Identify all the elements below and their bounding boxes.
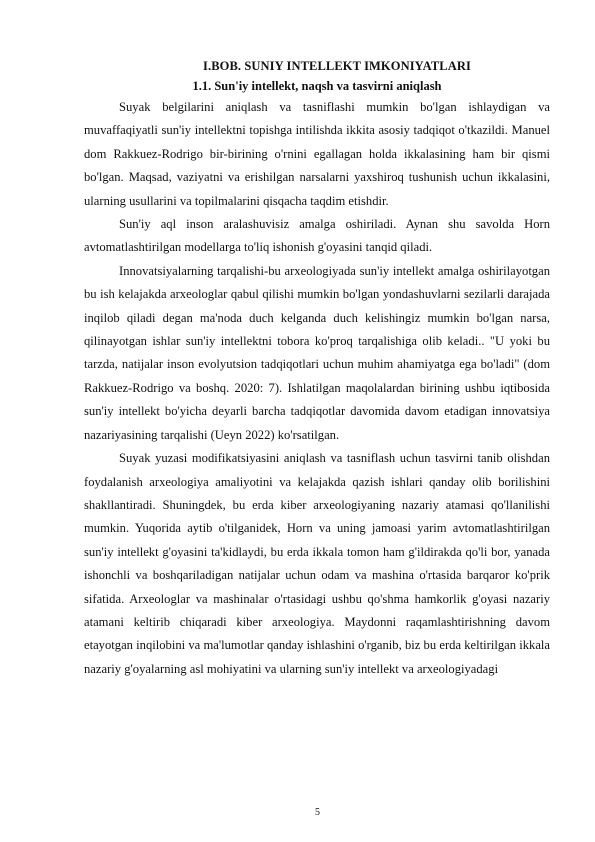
page-number: 5 — [315, 807, 320, 818]
section-title: 1.1. Sun'iy intellekt, naqsh va tasvirni aniqlash — [192, 79, 442, 93]
paragraph-2: Sun'iy aql inson aralashuvisiz amalga oshiriladi. Aynan shu savolda Horn avtomatlashtirilgan modellarga to'liq ishonish g'oyasini tanqid qiladi. — [84, 217, 550, 255]
paragraph-4: Suyak yuzasi modifikatsiyasini aniqlash va tasniflash uchun tasvirni tanib olishdan foydalanish arxeologiya amaliyotini va kelajakda qazish ishlari qanday olib borilishini shakllantiradi. Shuningdek, bu erda kiber arxeologiyaning nazariy atamasi qo'llanilishi mumkin. Yuqorida aytib o'tilganidek, Horn va uning jamoasi yarim avtomatlashtirilgan sun'iy intellekt g'oyasini ta'kidlaydi, bu erda ikkala tomon ham g'ildirakda qo'li bor, yanada ishonchli va boshqariladigan natijalar uchun odam va mashina o'rtasida barqaror ko'prik sifatida. Arxeologlar va mashinalar o'rtasidagi ushbu qo'shma hamkorlik g'oyasi nazariy atamani keltirib chiqaradi kiber arxeologiya. Maydonni raqamlashtirishning davom etayotgan inqilobini va ma'lumotlar qanday ishlashini o'rganib, biz bu erda keltirilgan ikkala nazariy g'oyalarning asl mohiyatini va ularning sun'iy intellekt va arxeologiyadagi — [84, 451, 550, 676]
page-body — [84, 57, 550, 681]
paragraph-3: Innovatsiyalarning tarqalishi-bu arxeologiyada sun'iy intellekt amalga oshirilayotgan bu ish kelajakda arxeologlar qabul qilishi mumkin bo'lgan yondashuvlarni sezilarli darajada inqilob qiladi degan ma'noda duch kelganda duch kelishingiz mumkin bo'lgan narsa, qilinayotgan ishlar sun'iy intellektni tobora ko'proq tarqalishiga olib keladi.. "U yoki bu tarzda, natijalar inson evolyutsion tadqiqotlari uchun muhim ahamiyatga ega bo'ladi" (dom Rakkuez-Rodrigo va boshq. 2020: 7). Ishlatilgan maqolalardan birining ushbu iqtibosida sun'iy intellekt bo'yicha deyarli barcha tadqiqotlar davomida davom etadigan innovatsiya nazariyasining tarqalishi (Ueyn 2022) ko'rsatilgan. — [84, 263, 550, 442]
chapter-title: I.BOB. SUNIY INTELLEKT IMKONIYATLARI — [203, 59, 471, 73]
paragraph-1: Suyak belgilarini aniqlash va tasniflashi mumkin bo'lgan ishlaydigan va muvaffaqiyatli sun'iy intellektni topishga intilishda ikkita asosiy tadqiqot o'tkazildi. Manuel dom Rakkuez-Rodrigo bir-birining o'rnini egallagan holda ikkalasining ham bir qismi bo'lgan. Maqsad, vaziyatni va erishilgan narsalarni yaxshiroq tushunish uchun ikkalasini, ularning usullarini va topilmalarini qisqacha taqdim etishdir. — [84, 100, 550, 208]
